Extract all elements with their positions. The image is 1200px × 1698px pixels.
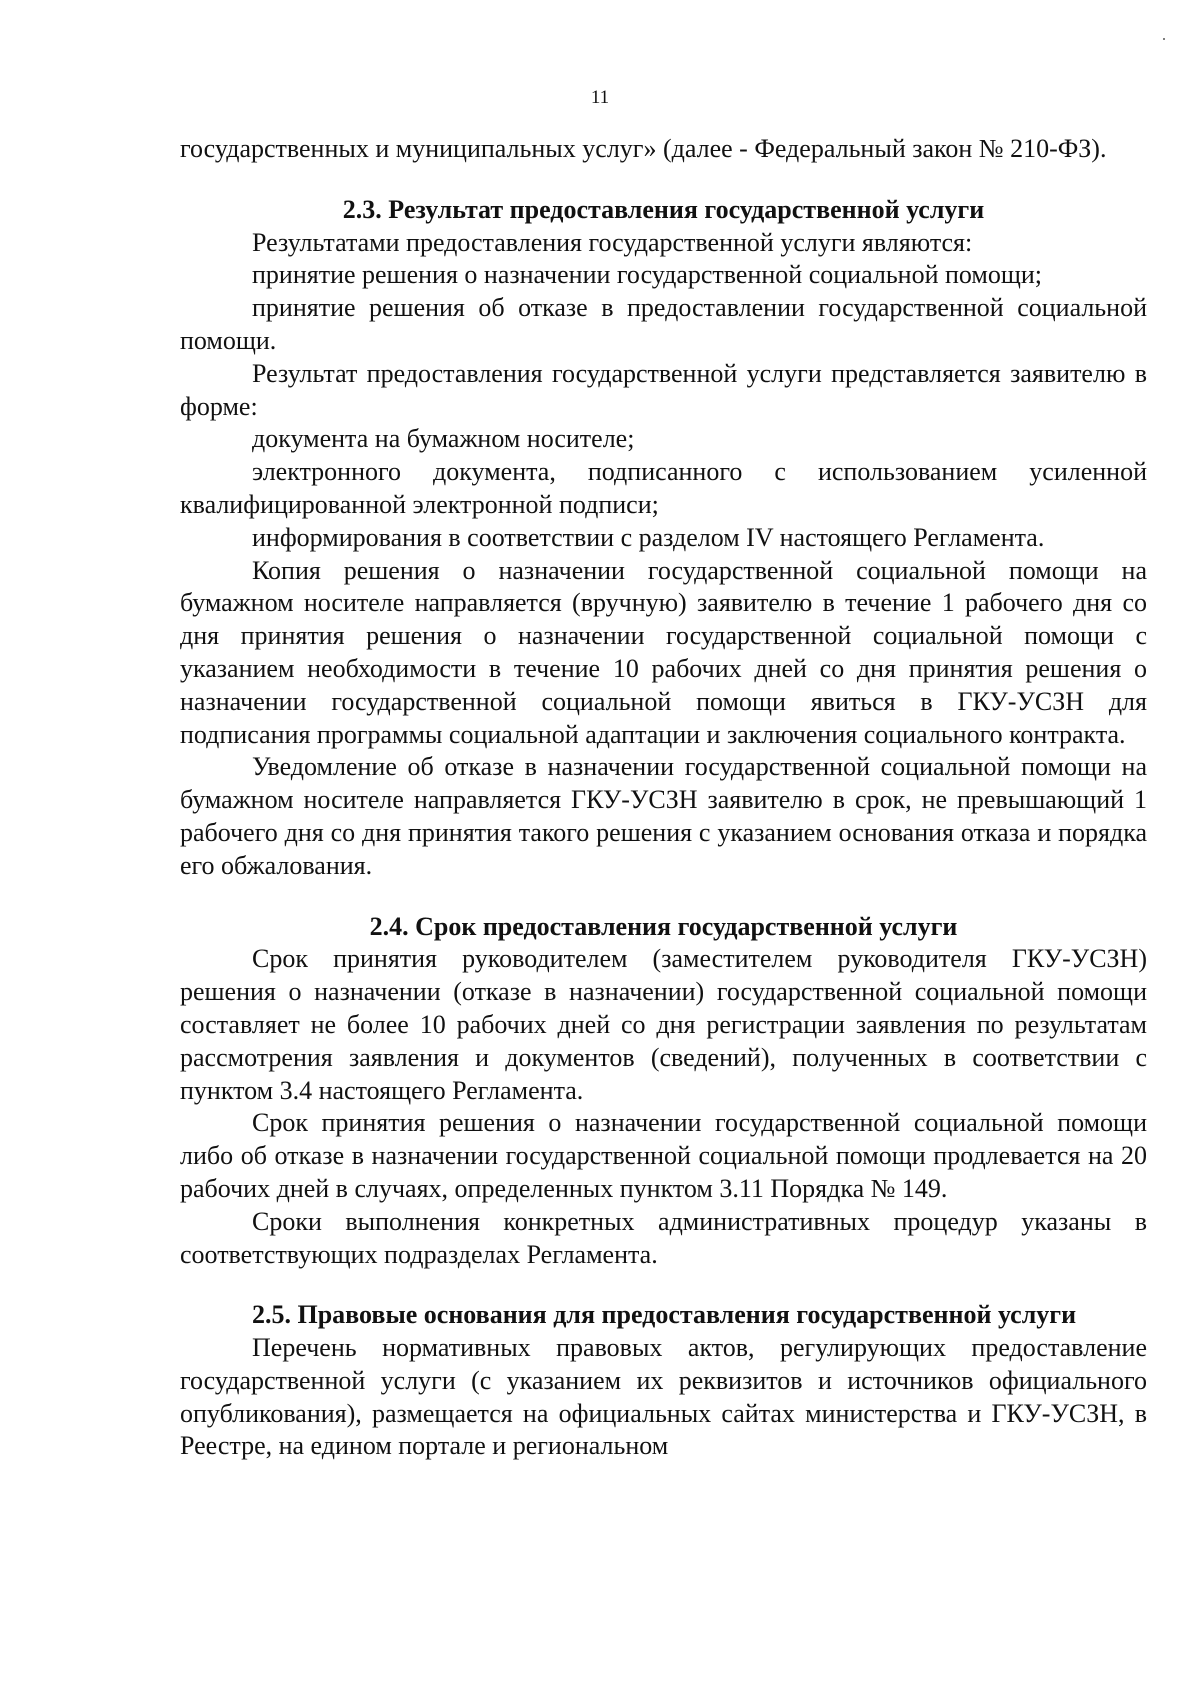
paragraph: информирования в соответствии с разделом IV настоящего Регламента.: [252, 522, 1045, 552]
paragraph: электронного документа, подписанного с использованием усиленной квалифицированной электронной подписи;: [180, 457, 1147, 519]
paragraph: Сроки выполнения конкретных административных процедур указаны в соответствующих подразделах Регламента.: [180, 1206, 1147, 1269]
paragraph: Копия решения о назначении государственной социальной помощи на бумажном носителе направляется (вручную) заявителю в течение 1 рабочего дня со дня принятия решения о назначении государственной социальной помощи с указанием необходимости в течение 10 рабочих дней со дня принятия решения о назначении государственной социальной помощи явиться в ГКУ-УСЗН для подписания программы социальной адаптации и заключения социального контракта.: [180, 555, 1147, 749]
page-number: 11: [590, 87, 610, 108]
document-body: [180, 133, 1147, 1463]
paragraph: Перечень нормативных правовых актов, регулирующих предоставление государственной услуги (с указанием их реквизитов и источников официального опубликования), размещается на официальных сайтах министерства и ГКУ-УСЗН, в Реестре, на едином портале и региональном: [180, 1333, 1147, 1461]
paragraph-continuation: государственных и муниципальных услуг» (далее - Федеральный закон № 210-ФЗ).: [180, 134, 1107, 163]
paragraph: принятие решения об отказе в предоставлении государственной социальной помощи.: [180, 293, 1147, 355]
paragraph: Результат предоставления государственной услуги представляется заявителю в форме:: [180, 358, 1147, 421]
section-heading-2-3: 2.3. Результат предоставления государственной услуги: [342, 194, 985, 224]
section-heading-2-5: 2.5. Правовые основания для предоставления государственной услуги: [252, 1300, 1077, 1330]
scan-speck: [1163, 38, 1165, 40]
paragraph: Результатами предоставления государственной услуги являются:: [252, 227, 973, 257]
section-heading-2-4: 2.4. Срок предоставления государственной услуги: [369, 911, 958, 941]
paragraph: принятие решения о назначении государственной социальной помощи;: [252, 260, 1043, 290]
paragraph: документа на бумажном носителе;: [252, 424, 635, 454]
paragraph: Уведомление об отказе в назначении государственной социальной помощи на бумажном носителе направляется ГКУ-УСЗН заявителю в срок, не превышающий 1 рабочего дня со дня принятия такого решения с указанием основания отказа и порядка его обжалования.: [180, 752, 1147, 880]
paragraph: Срок принятия решения о назначении государственной социальной помощи либо об отказе в назначении государственной социальной помощи продлевается на 20 рабочих дней в случаях, определенных пунктом 3.11 Порядка № 149.: [180, 1108, 1147, 1203]
paragraph: Срок принятия руководителем (заместителем руководителя ГКУ-УСЗН) решения о назначении (отказе в назначении) государственной социальной помощи составляет не более 10 рабочих дней со дня регистрации заявления по результатам рассмотрения заявления и документов (сведений), полученных в соответствии с пунктом 3.4 настоящего Регламента.: [180, 944, 1147, 1105]
